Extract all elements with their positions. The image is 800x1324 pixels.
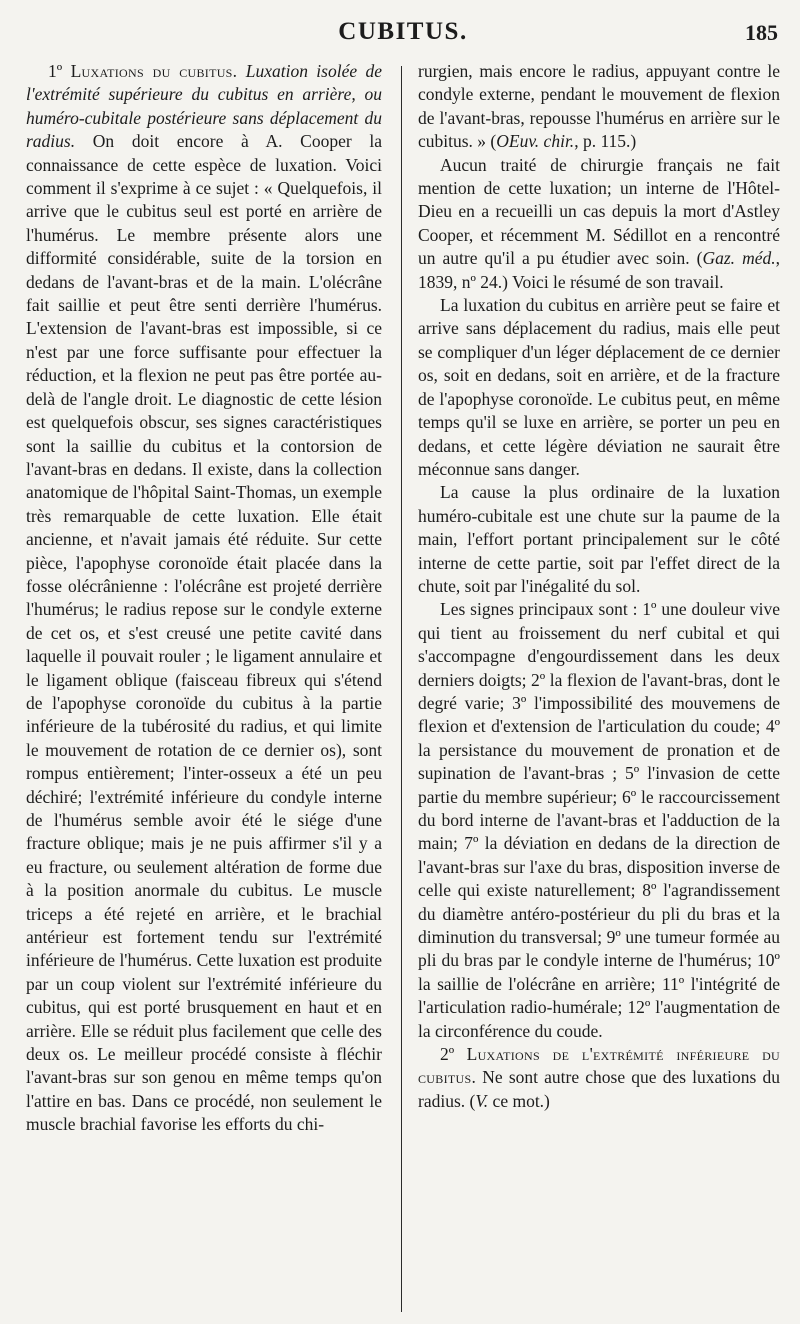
paragraph-traite [418, 154, 780, 294]
paragraph-text: rurgien, mais encore le radius, appuyant contre le condyle externe, pendant le mouvement de flexion de l'avant-bras, repousse l'humérus en arrière sur le cubitus. » ( [418, 61, 780, 152]
right-column [418, 60, 780, 1113]
paragraph-text: Aucun traité de chirurgie français ne fait mention de cette luxation; un interne de l'Hôtel-Dieu en a recueilli un cas depuis la mort d'Astley Cooper, et récemment M. Sédillot en a rencontré un autre qu'il a pu étudier avec soin. ( [418, 154, 780, 269]
section-heading: Luxations de l'extrémité inférieure du cubitus. [418, 1044, 780, 1088]
page-number: 185 [745, 20, 778, 45]
reference-detail: , p. 115.) [574, 131, 637, 152]
left-column [26, 60, 382, 1137]
section-heading: Luxations du cubitus. [70, 61, 238, 81]
reference-detail: ce mot.) [488, 1090, 550, 1111]
paragraph-cause: La cause la plus ordinaire de la luxation huméro-cubitale est une chute sur la paume de la main, l'effort portant principalement sur le côté interne de cette partie, soit par l'effet direct de la chute, soit par l'inégalité du sol. [418, 482, 780, 596]
paragraph-text: Ne sont autre chose que des luxations du radius. ( [418, 1067, 781, 1111]
paragraph-signes: Les signes principaux sont : 1º une douleur vive qui tient au froissement du nerf cubital et qui s'accompagne d'engourdissement dans les deux derniers doigts; 2º la flexion de l'avant-bras, dont le degré varie; 3º l'impossibilité des mouvemens de flexion et d'extension de l'articulation du coude; 4º la persistance du mouvement de pronation et de supination de l'avant-bras ; 5º l'invasion de cette partie du membre supérieur; 6º le raccourcissement du bord interne de l'avant-bras et l'adduction de la main; 7º la déviation en dedans de la direction de l'avant-bras sur l'axe du bras, disposition inverse de celle qui existe naturellement; 8º l'agrandissement du diamètre antéro-postérieur du pli du bras et la diminution du transversal; 9º une tumeur formée au pli du bras par le condyle interne de l'humérus; 10º la saillie de l'olécrâne en arrière; 11º l'intégrité de l'articulation radio-humérale; 12º l'augmentation de la circonférence du coude. [418, 599, 780, 1041]
reference-detail: , 1839, nº 24.) Voici le résumé de son travail. [418, 248, 780, 292]
paragraph-extremite-inferieure [418, 1043, 780, 1113]
paragraph-text: On doit encore à A. Cooper la connaissance de cette espèce de luxation. Voici comment il s'exprime à ce sujet : « Quelquefois, il arrive que le cubitus seul est porté en arrière de l'humérus. Le membre présente alors une difformité considérable, suite de la torsion en dedans de l'avant-bras et de la main. L'olécrâne fait saillie et peut être senti derrière l'humérus. L'extension de l'avant-bras est impossible, si ce n'est par une force suffisante pour effectuer la réduction, et la flexion ne peut pas être portée au-delà de l'angle droit. Le diagnostic de cette lésion est quelquefois obscur, ses signes caractéristiques sont la saillie du cubitus et la contorsion de l'avant-bras en dedans. Il existe, dans la collection anatomique de l'hôpital Saint-Thomas, un exemple très remarquable de cette luxation. Elle était ancienne, et n'avait jamais été réduite. Sur cette pièce, l'apophyse coronoïde était placée dans la fosse olécrânienne : l'olécrâne est projeté derrière l'humérus; le radius repose sur le condyle externe de cet os, et s'est creusé une petite cavité dans laquelle il pouvait rouler ; le ligament annulaire et le ligament oblique (faisceau fibreux qui s'étend de l'apophyse coronoïde du cubitus à la partie inférieure de la tubérosité du radius, et qui limite le mouvement de rotation de ce dernier os), sont rompus entièrement; l'inter-osseux a été un peu déchiré; l'extrémité inférieure du condyle interne de l'humérus semble avoir été le siége d'une fracture oblique; mais je ne puis affirmer s'il y a eu fracture, ou seulement altération de forme due à la position anormale du cubitus. Le muscle triceps a été rejeté en arrière, et le brachial antérieur est fortement tendu sur l'extrémité inférieure de l'humérus. Cette luxation est produite par un coup violent sur l'extrémité inférieure du cubitus, qui est porté brusquement en haut et en arrière. Elle se réduit plus facilement que celle des deux os. Le meilleur procédé consiste à fléchir l'avant-bras sur son genou en même temps qu'on l'attire en bas. Dans ce procédé, non seulement le muscle brachial favorise les efforts du chi- [26, 131, 383, 1135]
paragraph-luxation-isolee [26, 60, 382, 1137]
paragraph-deplacement: La luxation du cubitus en arrière peut se faire et arrive sans déplacement du radius, mais elle peut se compliquer d'un léger déplacement de ce dernier os, soit en dedans, soit en arrière, et de la fracture de l'apophyse coronoïde. Le cubitus peut, en même temps qu'il se luxe en arrière, se porter un peu en dedans, et cette légère déviation ne saurait être méconnue sans danger. [418, 295, 780, 479]
reference-title: OEuv. chir. [496, 131, 575, 152]
section-number: 2º [440, 1044, 455, 1065]
page-header [28, 18, 778, 58]
section-number: 1º [48, 61, 63, 81]
section-subtitle: Luxation isolée de l'extrémité supérieure du cubitus en arrière, ou huméro-cubitale postérieure sans déplacement du radius. [26, 61, 383, 152]
reference-title: Gaz. méd. [702, 248, 776, 269]
reference-title: V. [475, 1090, 489, 1111]
column-divider [401, 66, 402, 1312]
paragraph-continuation [418, 60, 780, 154]
running-title: CUBITUS. [338, 18, 468, 45]
